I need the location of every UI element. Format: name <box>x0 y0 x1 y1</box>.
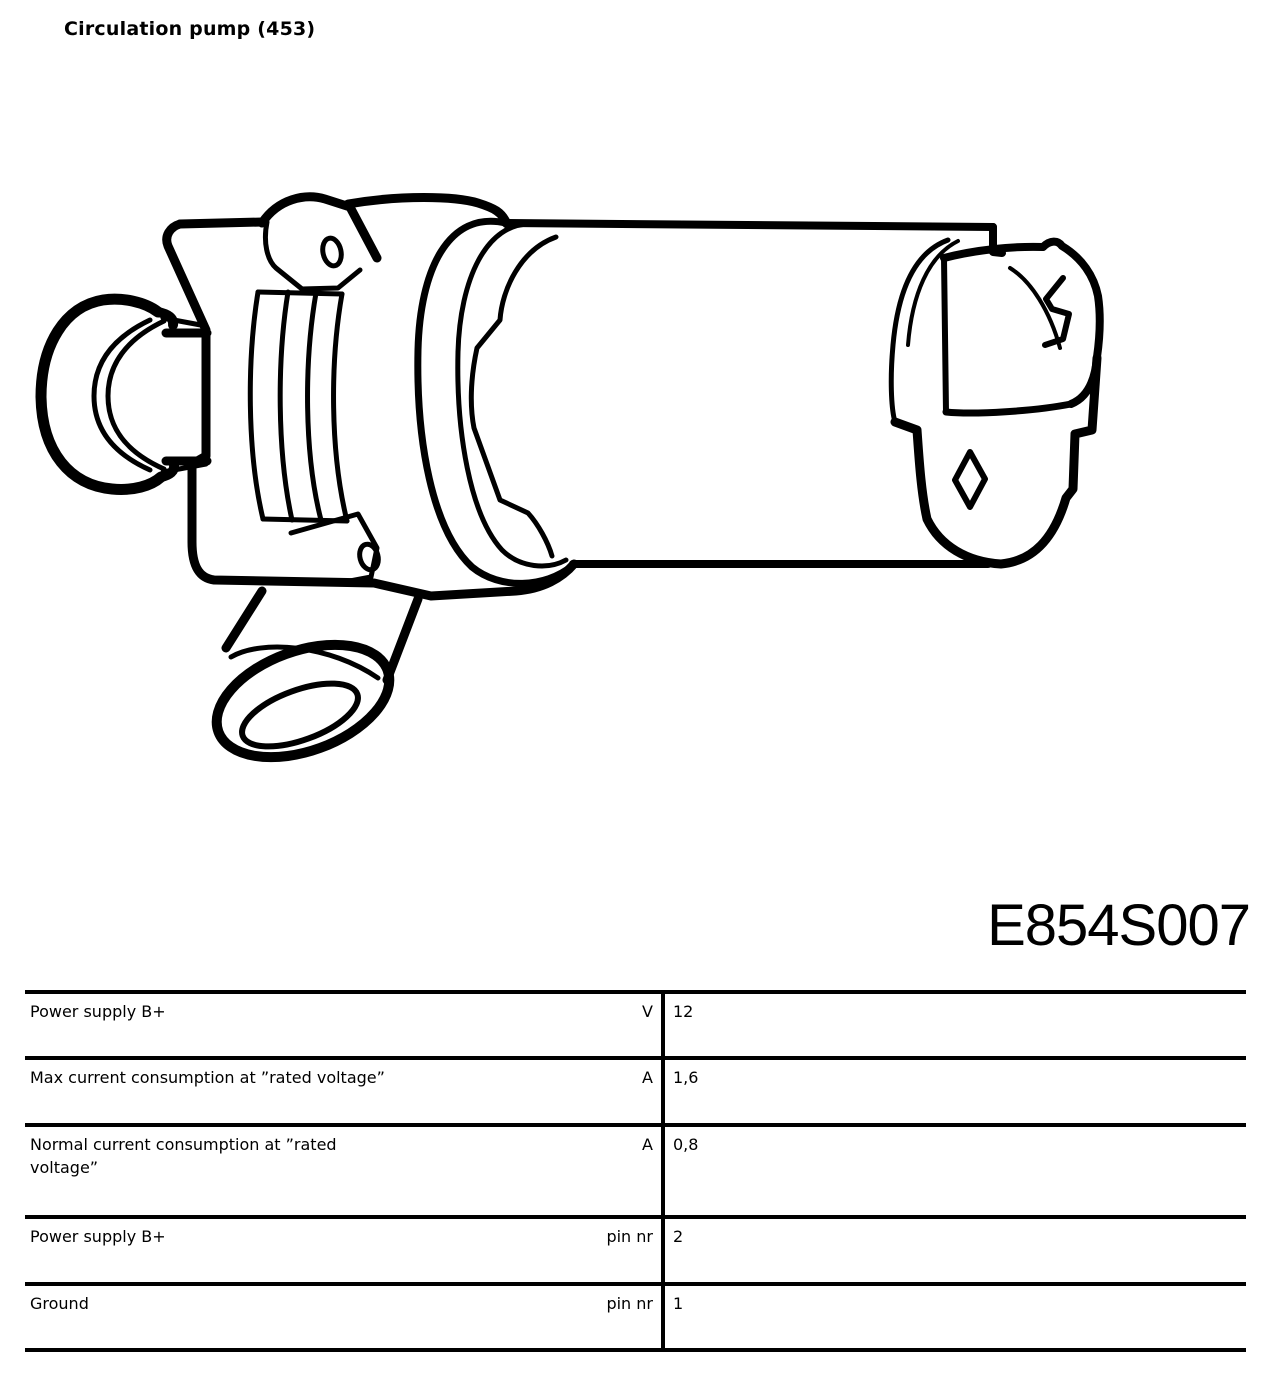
table-border-top <box>25 990 1246 994</box>
table-row-separator <box>25 1056 1246 1060</box>
motor-body <box>348 198 993 584</box>
table-row-separator <box>25 1215 1246 1219</box>
spec-unit: A <box>642 1135 653 1154</box>
table-border-bottom <box>25 1348 1246 1352</box>
bolt-hole-upper <box>320 236 343 267</box>
spec-label-line1: Normal current consumption at ”rated <box>30 1135 337 1154</box>
end-cap <box>891 227 1097 564</box>
spec-unit: pin nr <box>606 1294 653 1313</box>
page-title: Circulation pump (453) <box>64 18 316 40</box>
figure-code: E854S007 <box>987 893 1250 958</box>
spec-value: 0,8 <box>673 1135 699 1154</box>
table-column-divider <box>661 990 665 1352</box>
spec-label: Power supply B+ <box>30 1002 166 1021</box>
spec-value: 12 <box>673 1002 694 1021</box>
diamond-key <box>955 452 985 507</box>
flange-rings <box>250 292 347 521</box>
spec-label: Ground <box>30 1294 89 1313</box>
outlet-spout <box>201 591 418 779</box>
hose-inlet-stub <box>41 299 207 489</box>
spec-label-line2: voltage” <box>30 1158 99 1177</box>
spec-value: 1,6 <box>673 1068 699 1087</box>
connector-plug <box>944 242 1100 413</box>
table-row-separator <box>25 1123 1246 1127</box>
spec-unit: A <box>642 1068 653 1087</box>
spec-value: 2 <box>673 1227 684 1246</box>
spec-label: Max current consumption at ”rated voltage” <box>30 1068 385 1087</box>
mounting-bracket <box>167 197 574 596</box>
spec-value: 1 <box>673 1294 684 1313</box>
table-row-separator <box>25 1282 1246 1286</box>
spec-unit: pin nr <box>606 1227 653 1246</box>
spec-label: Power supply B+ <box>30 1227 166 1246</box>
spec-unit: V <box>642 1002 653 1021</box>
